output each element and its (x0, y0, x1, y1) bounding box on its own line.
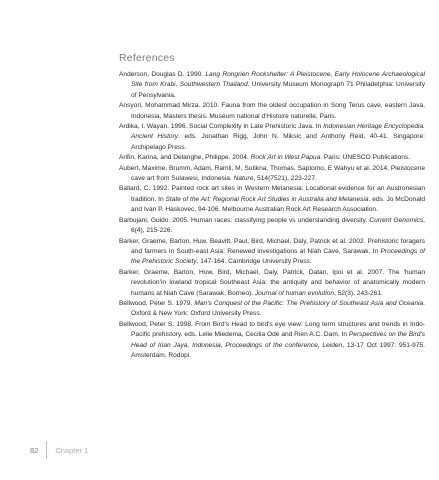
reference-entry (119, 164, 425, 185)
reference-text: Bellwood, Peter S. 1979. (119, 299, 195, 307)
reference-text: Arifin, Karina, and Delanghe, Philippe. 2004. (119, 154, 251, 162)
reference-title: Lang Rongrien Rockshelter: A Pleistocene, Early Holocene Archaeological Site from Krabi, Southwestern Thailand (131, 71, 425, 89)
reference-entry (119, 320, 425, 362)
page-number: 82 (30, 445, 39, 455)
reference-text: Bellwood, Peter S. 1998. From Bird's Head to bird's eye view: Long term structures and trends in Indo-Pacific prehistory. eds. Lelie Miedema, Cecilia Odé and Rien A.C. Dam. In (119, 320, 425, 339)
reference-list (119, 70, 425, 361)
reference-details: . Paris: UNESCO Publications. (320, 154, 411, 162)
reference-text: Anderson, Douglas D. 1990. (119, 71, 206, 78)
reference-details: . 147-164. Cambridge University Press. (196, 258, 312, 266)
reference-text: Ansyori, Mohammad Mirza. 2010. Fauna from the oldest occupation in Song Terus cave, eastern Java, Indonesia, Masters thesis. Muséum national d'Histoire naturelle, Paris. (119, 102, 425, 120)
reference-entry (119, 184, 425, 215)
reference-entry (119, 237, 425, 268)
reference-title: Nature (233, 175, 254, 183)
reference-title: State of the Art: Regional Rock Art Studies in Australia and Melanesia (165, 195, 369, 203)
reference-text: Barker, Graeme, Barton, Huw, Bird, Michael, Daly, Patrick, Datan, Ipoi et al. 2007. The 'human revolution'in lowland tropical Southeast Asia: the antiquity and behavior of anatomically modern humans at Niah Cave (Sarawak, Borneo). (119, 268, 425, 297)
reference-title: Proceedings of the Prehistoric Society (131, 247, 425, 266)
reference-text: Aubert, Maxime, Brumm, Adam, Ramli, M, Sutikna, Thomas, Saptomo, E Wahyu et al. 2014. Pleistocene cave art from Sulawesi, Indonesia. (119, 164, 425, 183)
reference-entry (119, 299, 425, 320)
reference-details: . eds. Jonathan Rigg, John N. Miksic and Anthony Reid, 40-41. Singapore: Archipelago Press. (131, 133, 425, 151)
reference-details: , 13-17 Oct 1997: 951-975. Amsterdam. Rodopi. (131, 341, 425, 359)
reference-text: Barbujani, Guido. 2005. Human races: classifying people vs understanding diversity. (119, 216, 370, 224)
reference-entry (119, 101, 425, 122)
reference-text: Ballard, C. 1992. Painted rock art sites in Western Melanesia: Locational evidence for an Austronesian tradition. In (119, 185, 425, 203)
page-footer (30, 441, 88, 459)
reference-details: , 6(4), 215-226. (131, 216, 425, 235)
reference-text: Ardika, I. Wayan. 1996. Social Complexity in Late Prehistoric Java. In (119, 123, 324, 131)
reference-entry (119, 70, 425, 101)
reference-title: Perspectives on the Bird's Head of Irian Jaya, Indonesia, Proceedings of the conference, Leiden (131, 331, 425, 349)
reference-entry (119, 268, 425, 299)
chapter-label: Chapter 1 (55, 445, 89, 455)
footer-divider (46, 441, 47, 459)
reference-entry (119, 153, 425, 163)
reference-details: . University Museum Monograph 71 Philadelphia: University of Pensylvania. (131, 81, 426, 99)
reference-details: , 514(7521), 223-227. (253, 175, 317, 183)
reference-details: , 52(3), 243-261. (334, 289, 383, 297)
reference-entry (119, 122, 425, 153)
reference-title: Indonesian Heritage Encyclopedia. Ancient History (131, 123, 425, 141)
reference-entry (119, 216, 425, 237)
references-heading: References (119, 52, 175, 64)
reference-details: . eds. Jo McDonald and Ivan P. Haskovec, 94-106. Melbourne Australian Rock Art Research Association. (131, 195, 425, 214)
reference-text: Barker, Graeme, Barton, Huw, Beavitt, Paul, Bird, Michael, Daly, Patrick et al. 2002. Prehistoric foragers and farmers in South-east Asia: Renewed investigations at Niah Cave, Sarawak. In (119, 237, 425, 255)
reference-title: Journal of human evolution (254, 289, 335, 297)
reference-details: . Oxford & New York: Oxford University Press. (131, 299, 425, 318)
reference-title: Current Genomics (369, 216, 424, 224)
reference-title: Man's Conquest of the Pacific: The Prehistory of Southeast Asia and Oceania (194, 299, 424, 307)
reference-title: Rock Art in West Papua (250, 154, 321, 162)
